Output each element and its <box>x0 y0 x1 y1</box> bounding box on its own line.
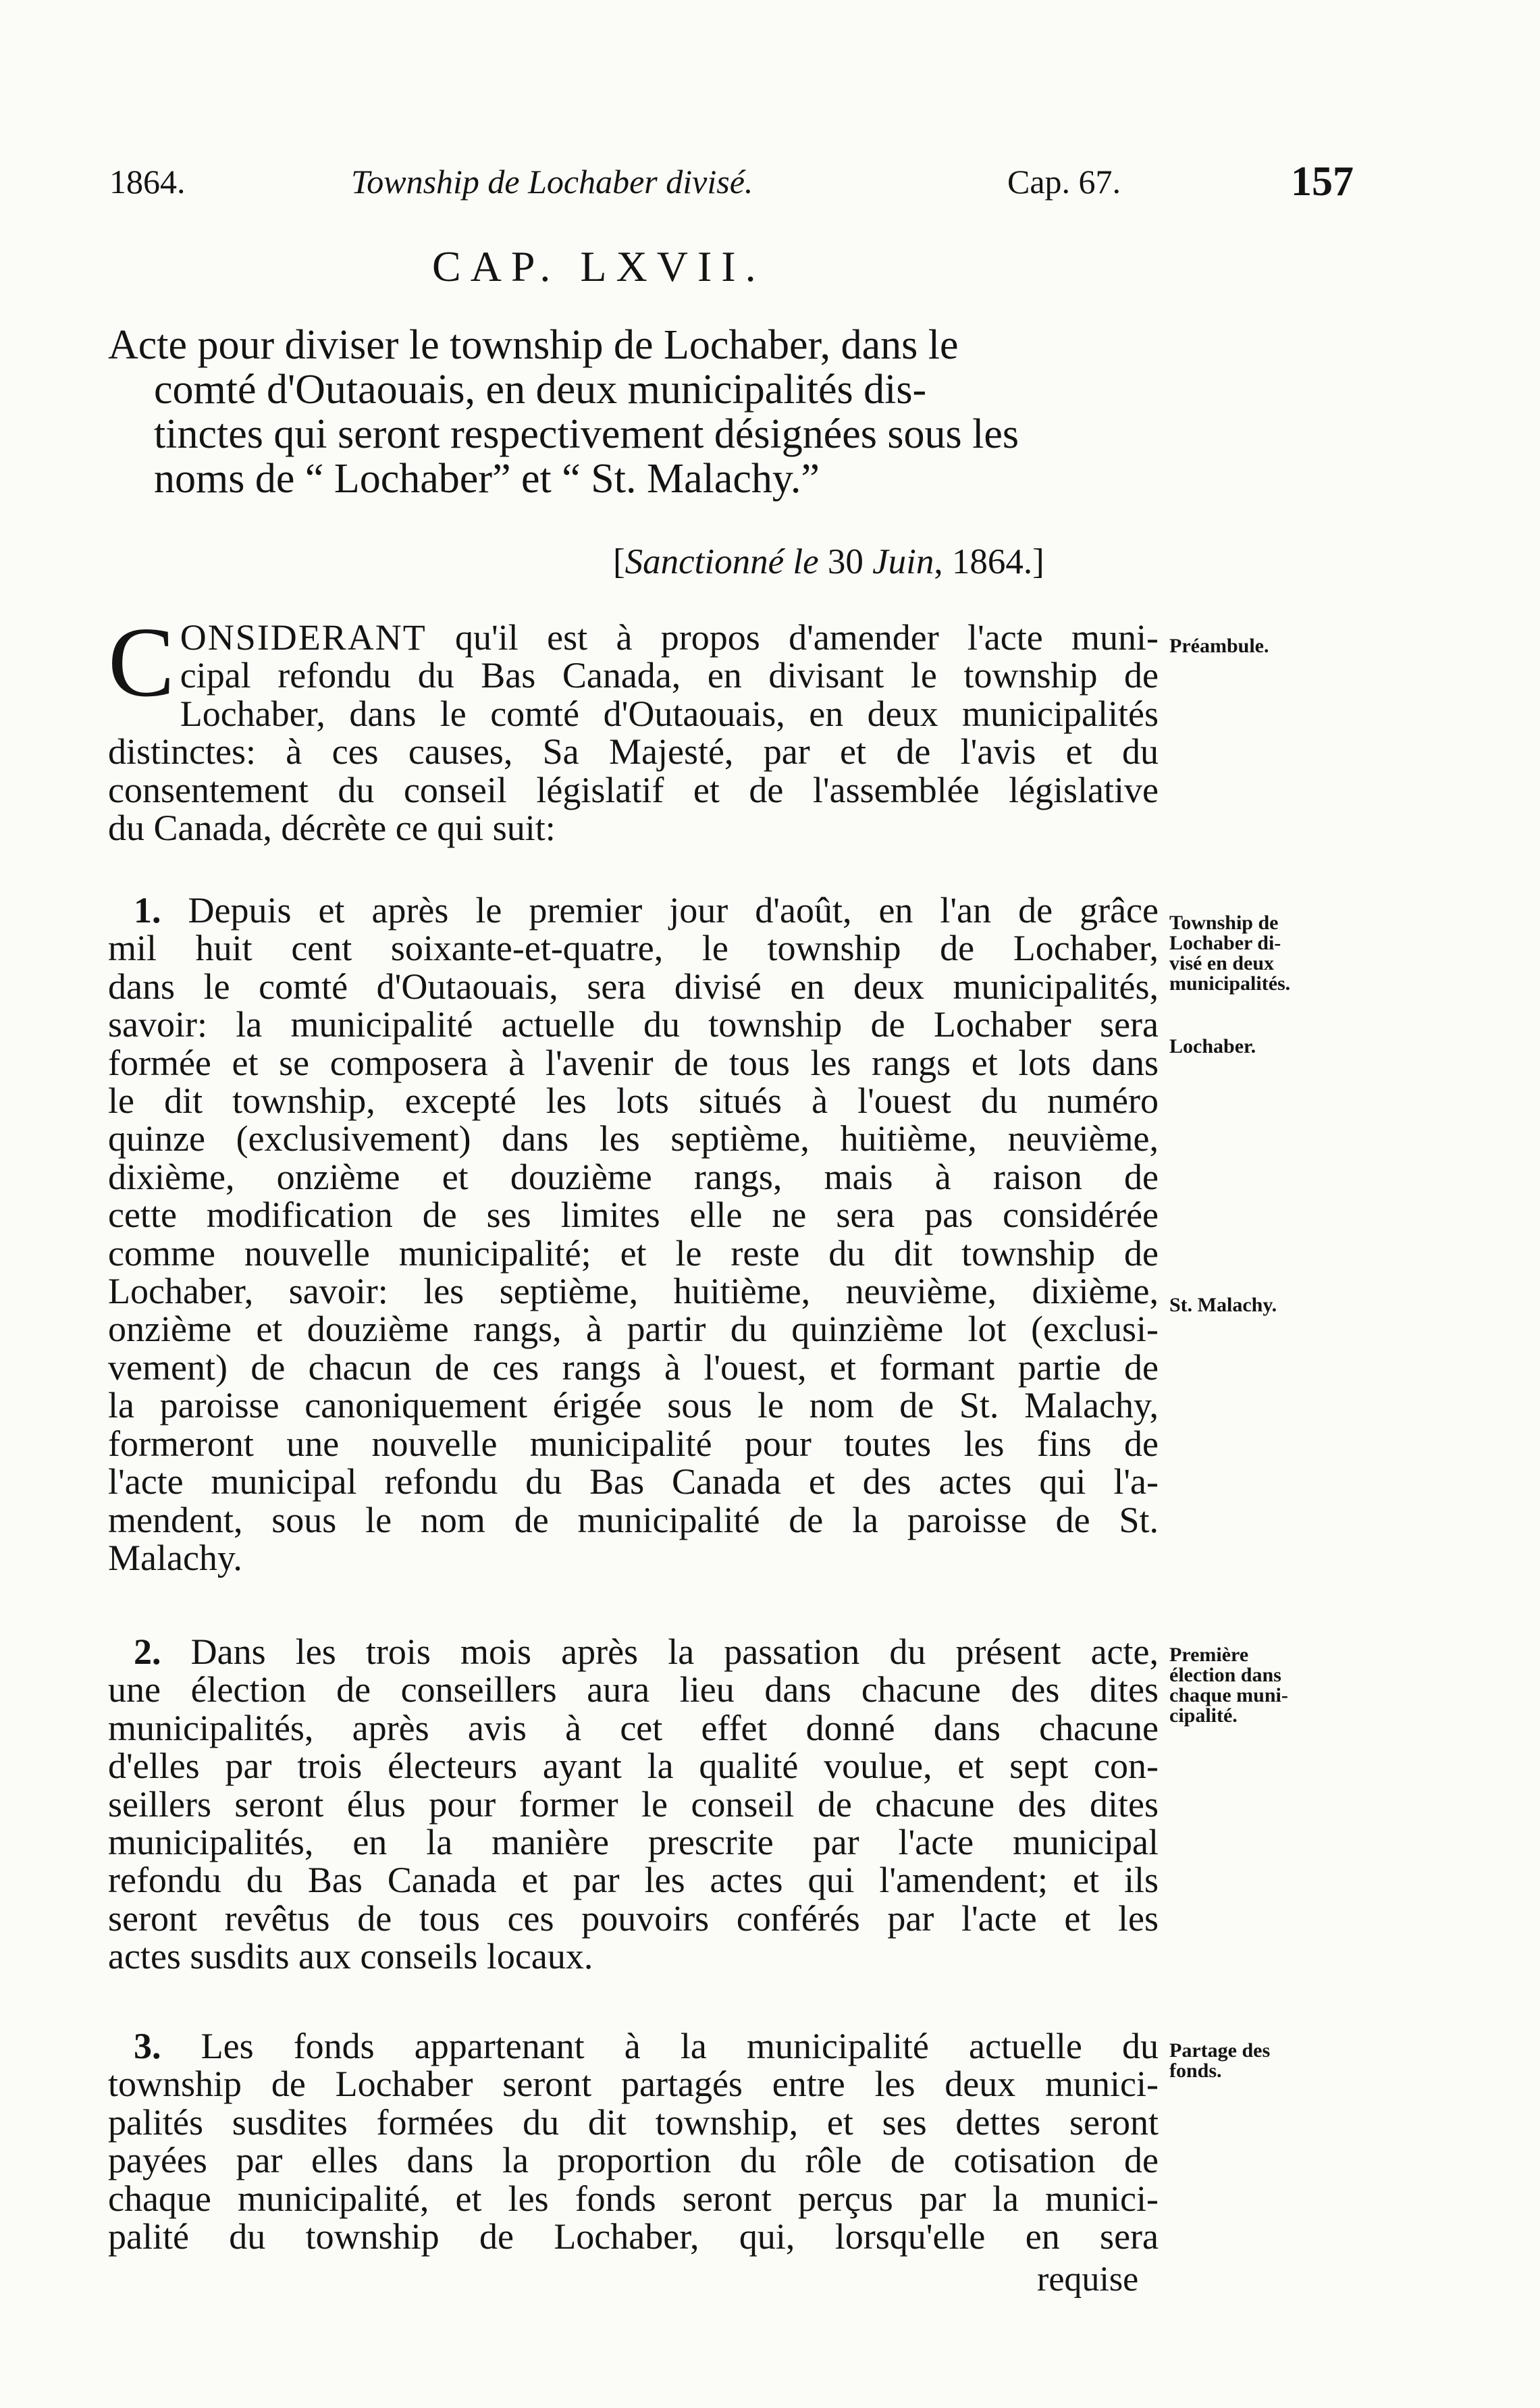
margin-note-division: Township de Lochaber di- visé en deux municipalités. <box>1169 912 1291 995</box>
margin-note-st-malachy: St. Malachy. <box>1169 1294 1277 1316</box>
preamble-line: Lochaber, dans le comté d'Outaouais, en deux municipalités <box>180 693 1159 734</box>
section-line: payées par elles dans la proportion du rôle de cotisation de <box>108 2140 1159 2181</box>
section-3 <box>108 2027 1159 2255</box>
sanction-day: 30 <box>827 542 864 581</box>
section-line: dans le comté d'Outaouais, sera divisé en deux municipalités, <box>108 966 1159 1007</box>
header-title: Township de Lochaber divisé. <box>351 163 753 201</box>
section-line: la paroisse canoniquement érigée sous le nom de St. Malachy, <box>108 1385 1159 1426</box>
section-number: 1. <box>134 890 161 931</box>
preamble <box>108 607 1159 849</box>
section-line: vement) de chacun de ces rangs à l'ouest, et formant partie de <box>108 1346 1159 1388</box>
section-line: seront revêtus de tous ces pouvoirs conférés par l'acte et les <box>108 1897 1159 1939</box>
section-line: comme nouvelle municipalité; et le reste du dit township de <box>108 1232 1159 1274</box>
margin-note-preamble: Préambule. <box>1169 635 1269 657</box>
sanction-date: [Sanctionné le 30 Juin, 1864.] <box>613 542 1044 581</box>
section-line: Malachy. <box>108 1537 242 1578</box>
section-line: onzième et douzième rangs, à partir du quinzième lot (exclusi- <box>108 1309 1159 1350</box>
section-line: savoir: la municipalité actuelle du township de Lochaber sera <box>108 1004 1159 1045</box>
section-line: Depuis et après le premier jour d'août, en l'an de grâce <box>161 890 1159 931</box>
running-header <box>0 159 1540 216</box>
section-line: formeront une nouvelle municipalité pour toutes les fins de <box>108 1423 1159 1464</box>
page-number: 157 <box>1291 159 1354 205</box>
section-line: l'acte municipal refondu du Bas Canada et des actes qui l'a- <box>108 1461 1159 1502</box>
section-line: dixième, onzième et douzième rangs, mais à raison de <box>108 1156 1159 1197</box>
section-line: municipalités, en la manière prescrite par l'acte municipal <box>108 1822 1159 1863</box>
preamble-line: distinctes: à ces causes, Sa Majesté, par et de l'avis et du <box>108 731 1159 773</box>
section-line: Lochaber, savoir: les septième, huitième, neuvième, dixième, <box>108 1271 1159 1312</box>
sanction-bracket: [ <box>613 542 625 581</box>
section-line: formée et se composera à l'avenir de tous les rangs et lots dans <box>108 1042 1159 1083</box>
section-line: chaque municipalité, et les fonds seront perçus par la munici- <box>108 2178 1159 2219</box>
act-title-line: tinctes qui seront respectivement désignées sous les <box>154 411 1019 457</box>
preamble-line: cipal refondu du Bas Canada, en divisant le township de <box>180 655 1159 696</box>
margin-note-lochaber: Lochaber. <box>1169 1035 1256 1057</box>
section-line: palités susdites formées du dit township, et ses dettes seront <box>108 2101 1159 2143</box>
section-line: cette modification de ses limites elle ne sera pas considérée <box>108 1195 1159 1236</box>
section-line: actes susdits aux conseils locaux. <box>108 1936 593 1977</box>
section-line: municipalités, après avis à cet effet donné dans chacune <box>108 1707 1159 1748</box>
header-year: 1864. <box>109 163 186 201</box>
section-line: Dans les trois mois après la passation du présent acte, <box>161 1631 1159 1672</box>
section-line: une élection de conseillers aura lieu dans chacune des dites <box>108 1669 1159 1710</box>
sanction-month: Juin <box>872 542 934 581</box>
section-number: 3. <box>134 2026 161 2066</box>
act-title <box>108 323 1161 501</box>
section-2 <box>108 1633 1159 1976</box>
section-line: palité du township de Lochaber, qui, lorsqu'elle en sera <box>108 2216 1159 2257</box>
section-line: d'elles par trois électeurs ayant la qualité voulue, et sept con- <box>108 1746 1159 1787</box>
section-line: refondu du Bas Canada et par les actes qui l'amendent; et ils <box>108 1860 1159 1901</box>
section-line: mendent, sous le nom de municipalité de la paroisse de St. <box>108 1499 1159 1540</box>
chapter-heading: CAP. LXVII. <box>432 242 766 290</box>
section-line: seillers seront élus pour former le conseil de chacune des dites <box>108 1783 1159 1825</box>
header-chapter: Cap. 67. <box>1007 163 1121 201</box>
drop-cap: C <box>108 607 175 718</box>
act-title-line: noms de “ Lochaber” et “ St. Malachy.” <box>154 456 820 502</box>
preamble-line: qu'il est à propos d'amender l'acte muni- <box>426 617 1159 658</box>
section-1 <box>108 891 1159 1577</box>
sanction-label: Sanctionné le <box>625 542 819 581</box>
section-line: le dit township, excepté les lots situés à l'ouest du numéro <box>108 1080 1159 1122</box>
section-line: mil huit cent soixante-et-quatre, le township de Lochaber, <box>108 928 1159 969</box>
margin-note-funds: Partage des fonds. <box>1169 2039 1271 2082</box>
preamble-line: du Canada, décrète ce qui suit: <box>108 808 556 849</box>
section-line: quinze (exclusivement) dans les septième, huitième, neuvième, <box>108 1118 1159 1159</box>
act-title-line: comté d'Outaouais, en deux municipalités dis- <box>154 367 927 413</box>
act-title-line: Acte pour diviser le township de Lochaber, dans le <box>108 322 959 368</box>
margin-note-election: Première élection dans chaque muni- cipalité. <box>1169 1644 1288 1727</box>
sanction-year: 1864.] <box>951 542 1044 581</box>
section-line: Les fonds appartenant à la municipalité actuelle du <box>161 2026 1159 2066</box>
preamble-line: consentement du conseil législatif et de l'assemblée législative <box>108 769 1159 810</box>
preamble-first-word: ONSIDERANT <box>180 617 427 658</box>
section-line: township de Lochaber seront partagés entre les deux munici- <box>108 2064 1159 2105</box>
catchword: requise <box>1037 2260 1139 2299</box>
section-number: 2. <box>134 1631 161 1672</box>
